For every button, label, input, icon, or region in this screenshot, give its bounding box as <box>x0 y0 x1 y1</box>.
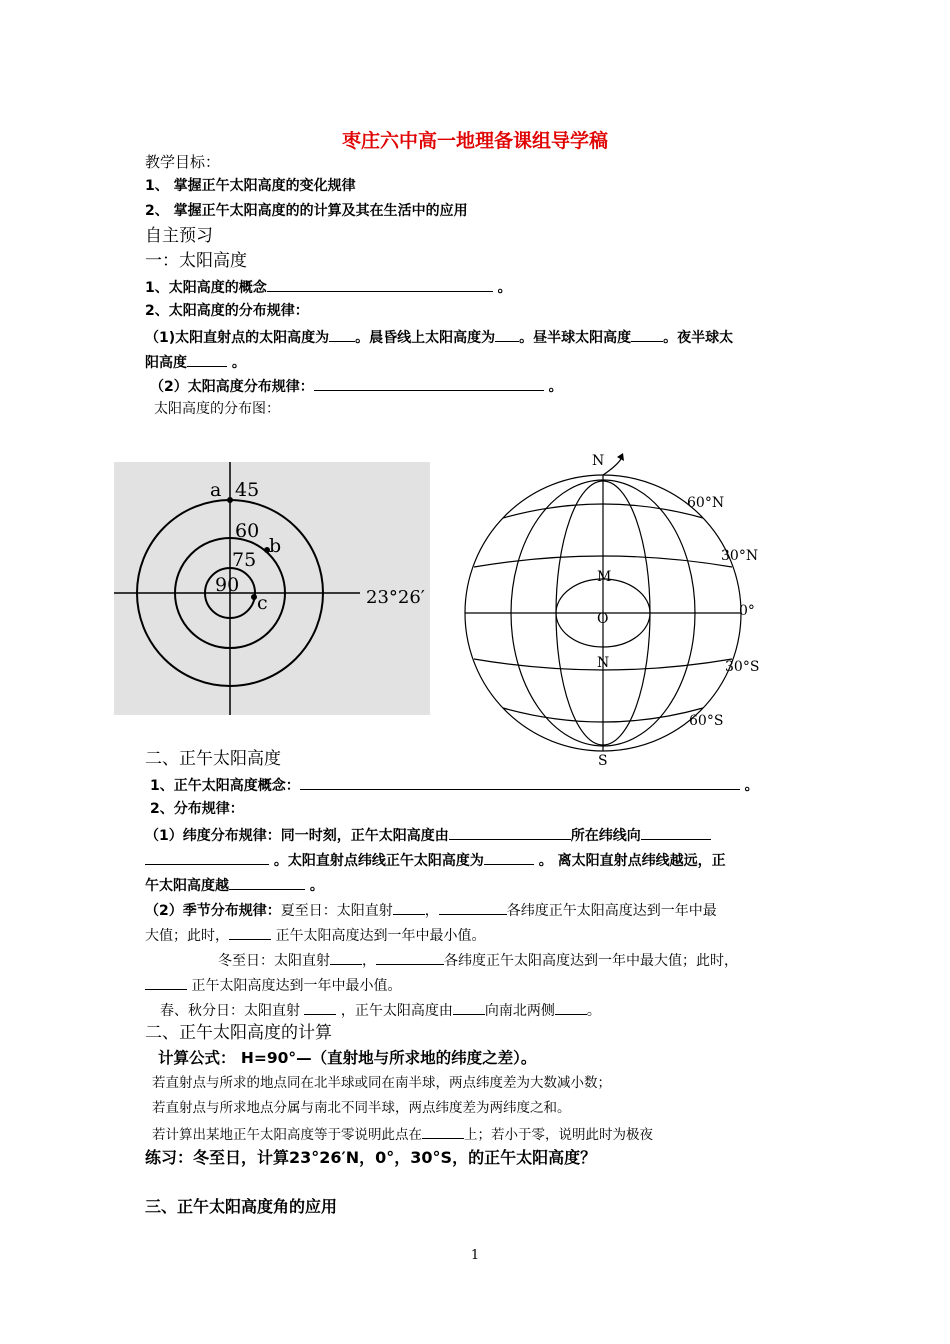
item1-line <box>145 326 733 348</box>
item2-line <box>150 375 563 397</box>
label-30N: 30°N <box>721 548 759 564</box>
blank <box>314 375 544 391</box>
text: 阳高度 <box>145 355 187 371</box>
blank <box>641 824 711 840</box>
label-60: 60 <box>235 520 260 542</box>
text: 向南北两侧 <box>484 1003 555 1019</box>
text: 正午太阳高度达到一年中最小值。 <box>191 978 402 994</box>
blank <box>145 974 187 990</box>
text: 所在纬线向 <box>570 828 641 844</box>
blank <box>304 999 336 1015</box>
lat-rule-line2 <box>145 849 726 871</box>
page-number: 1 <box>470 1248 480 1263</box>
blank <box>267 276 493 292</box>
label-O: O <box>597 611 609 627</box>
text: 1、正午太阳高度概念： <box>150 778 300 794</box>
season-rule-line2 <box>145 924 485 946</box>
sun-altitude-circles-diagram <box>114 462 430 715</box>
label-N-top: N <box>592 453 605 469</box>
page-title: 枣庄六中高一地理备课组导学稿 <box>341 130 608 152</box>
text: （1)太阳直射点的太阳高度为 <box>145 330 330 346</box>
concept-line <box>145 276 512 298</box>
section2-heading: 二、正午太阳高度 <box>145 749 281 769</box>
blank <box>449 824 571 840</box>
map-label: 太阳高度的分布图： <box>154 401 280 417</box>
text: 冬至日：太阳直射 <box>218 953 330 969</box>
section4-heading: 三、正午太阳高度角的应用 <box>145 1197 338 1216</box>
text: 。晨昏线上太阳高度为 <box>355 330 496 346</box>
text: 上；若小于零，说明此时为极夜 <box>464 1127 653 1143</box>
text: 。 离太阳直射点纬线越远，正 <box>538 853 726 869</box>
text: 各纬度正午太阳高度达到一年中最 <box>506 903 717 919</box>
season-rule-line1 <box>145 899 717 921</box>
period: 。 <box>744 778 759 794</box>
text: 。太阳直射点纬线正午太阳高度为 <box>273 853 484 869</box>
text: ，正午太阳高度由 <box>340 1003 453 1019</box>
text: （2）季节分布规律： <box>145 903 281 919</box>
note-1: 若直射点与所求的地点同在北半球或同在南半球，两点纬度差为大数减小数； <box>152 1075 611 1091</box>
rule-label: 2、分布规律： <box>150 801 244 817</box>
winter-line2 <box>145 974 401 996</box>
blank <box>453 999 485 1015</box>
blank <box>422 1123 464 1139</box>
objectives-heading: 教学目标： <box>145 153 221 171</box>
text: 。夜半球太 <box>663 330 734 346</box>
text: 若计算出某地正午太阳高度等于零说明此点在 <box>152 1127 422 1143</box>
blank <box>229 874 305 890</box>
exercise: 练习：冬至日，计算23°26′N，0°，30°S，的正午太阳高度？ <box>145 1148 597 1167</box>
text: ， <box>424 903 439 919</box>
label-c: c <box>257 592 268 614</box>
text: 正午太阳高度达到一年中最小值。 <box>275 928 486 944</box>
text: 午太阳高度越 <box>145 878 229 894</box>
label-S: S <box>598 753 608 769</box>
noon-concept-line <box>150 774 759 796</box>
blank <box>631 326 663 342</box>
label-60S: 60°S <box>689 713 724 729</box>
text: 夏至日：太阳直射 <box>280 903 393 919</box>
period: 。 <box>548 379 563 395</box>
text: 。昼半球太阳高度 <box>519 330 632 346</box>
note-3 <box>152 1123 653 1145</box>
period: 。 <box>586 1003 601 1019</box>
blank <box>555 999 587 1015</box>
rotation-arrow-curve <box>603 459 621 475</box>
blank <box>329 326 355 342</box>
section1-heading: 一：太阳高度 <box>145 251 247 271</box>
label-latitude: 23°26′ <box>366 587 425 608</box>
label-M: M <box>597 569 612 585</box>
label-N-mid: N <box>597 655 610 671</box>
section3-heading: 二、正午太阳高度的计算 <box>145 1023 332 1043</box>
lat-rule-line1 <box>145 824 711 846</box>
label-0: 0° <box>739 603 755 619</box>
label-45: 45 <box>235 479 260 501</box>
label-75: 75 <box>232 549 257 571</box>
period: 。 <box>231 355 246 371</box>
blank <box>495 326 519 342</box>
dist-label: 2、太阳高度的分布规律： <box>145 303 309 319</box>
blank <box>330 949 362 965</box>
blank <box>393 899 425 915</box>
text: （2）太阳高度分布规律： <box>150 379 314 395</box>
objective-item: 1、 掌握正午太阳高度的变化规律 <box>145 178 356 194</box>
text: 各纬度正午太阳高度达到一年中最大值；此时， <box>444 953 738 969</box>
blank <box>376 949 444 965</box>
period: 。 <box>309 878 324 894</box>
text: 春、秋分日：太阳直射 <box>160 1003 300 1019</box>
label-30S: 30°S <box>725 659 760 675</box>
text: 大值；此时， <box>145 928 229 944</box>
blank <box>484 849 534 865</box>
blank <box>229 924 271 940</box>
label-b: b <box>269 535 282 557</box>
globe-diagram <box>455 445 785 775</box>
label-a: a <box>210 479 222 501</box>
label-90: 90 <box>215 574 240 596</box>
preview-heading: 自主预习 <box>145 226 213 246</box>
label-60N: 60°N <box>687 495 725 511</box>
formula: 计算公式： H=90°—（直射地与所求地的纬度之差）。 <box>158 1049 537 1067</box>
lat-rule-line3 <box>145 874 324 896</box>
winter-line1 <box>218 949 738 971</box>
item1-line2 <box>145 351 246 373</box>
note-2: 若直射点与所求地点分属与南北不同半球，两点纬度差为两纬度之和。 <box>152 1100 571 1116</box>
blank <box>300 774 740 790</box>
concept-label: 1、太阳高度的概念 <box>145 280 267 296</box>
period: 。 <box>497 280 512 296</box>
text: （1）纬度分布规律：同一时刻，正午太阳高度由 <box>145 828 449 844</box>
blank <box>439 899 507 915</box>
point-a <box>227 497 233 503</box>
blank <box>145 849 269 865</box>
blank <box>187 351 227 367</box>
equinox-line <box>160 999 601 1021</box>
text: ， <box>362 953 376 969</box>
objective-item: 2、 掌握正午太阳高度的的计算及其在生活中的应用 <box>145 203 468 219</box>
